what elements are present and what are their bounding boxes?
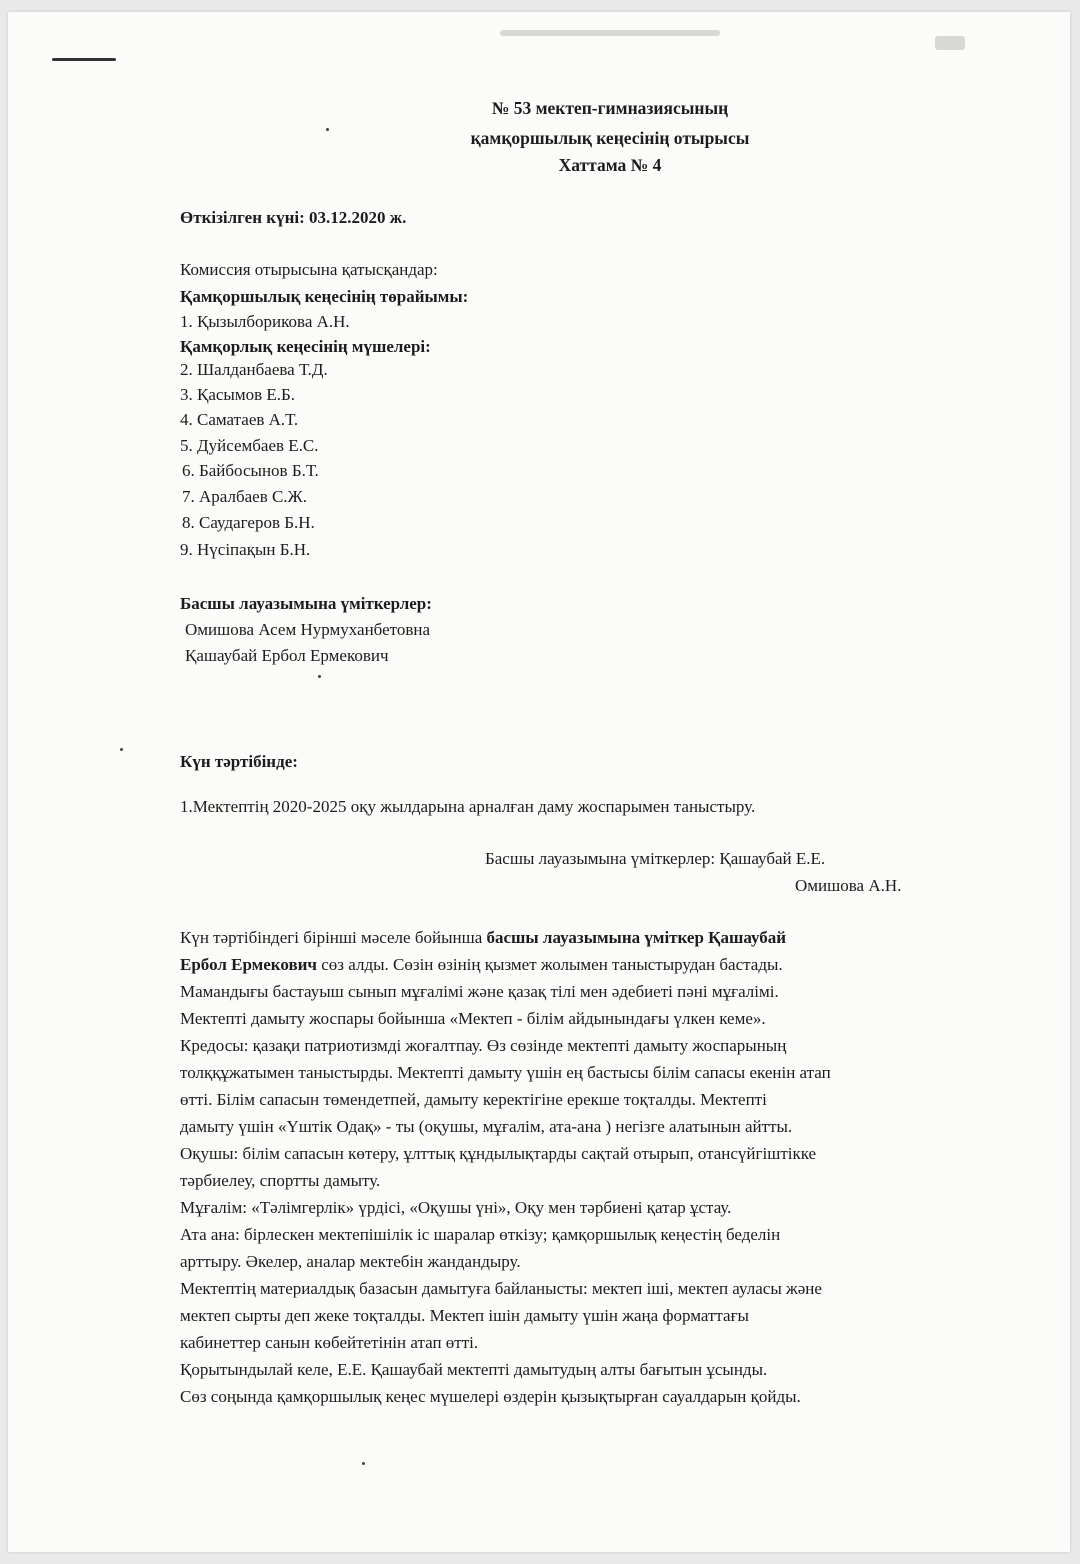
scan-speck (318, 675, 321, 678)
member-item: 3. Қасымов Е.Б. (180, 385, 296, 404)
member-item: 4. Саматаев А.Т. (180, 410, 299, 429)
body-line: Қорытындылай келе, Е.Е. Қашаубай мектепті дамытудың алты бағытын ұсынды. (180, 1360, 768, 1379)
scan-speck (362, 1462, 365, 1465)
member-item: 2. Шалданбаева Т.Д. (180, 360, 328, 379)
emphasis-text: басшы лауазымына үміткер Қашаубай (486, 928, 787, 947)
scan-blur (935, 36, 965, 50)
date-line: Өткізілген күні: 03.12.2020 ж. (180, 208, 407, 227)
candidate-name: Омишова Асем Нурмуханбетовна (185, 620, 431, 639)
scan-blur (500, 30, 720, 36)
body-line: Мектептің материалдық базасын дамытуға байланысты: мектеп іші, мектеп ауласы және (180, 1279, 822, 1298)
body-line: арттыру. Әкелер, аналар мектебін жандандыру. (180, 1252, 521, 1271)
body-line: Ербол Ермекович сөз алды. Сөзін өзінің қызмет жолымен таныстырудан бастады. (180, 955, 783, 974)
attendees-heading: Комиссия отырысына қатысқандар: (180, 260, 438, 279)
member-item: 7. Аралбаев С.Ж. (182, 487, 308, 506)
body-line: Кредосы: қазақи патриотизмді жоғалтпау. Өз сөзінде мектепті дамыту жоспарының (180, 1036, 787, 1055)
body-line: кабинеттер санын көбейтетінін атап өтті. (180, 1333, 479, 1352)
doc-title-line2: қамқоршылық кеңесінің отырысы (470, 128, 750, 148)
body-line: Күн тәртібіндегі бірінші мәселе бойынша басшы лауазымына үміткер Қашаубай (180, 928, 787, 947)
member-item: 8. Саудагеров Б.Н. (182, 513, 315, 532)
body-line: Мектепті дамыту жоспары бойынша «Мектеп - білім айдынындағы үлкен кеме». (180, 1009, 766, 1028)
chair-heading: Қамқоршылық кеңесінің төрайымы: (180, 287, 469, 306)
agenda-speakers-second: Омишова А.Н. (795, 876, 902, 895)
doc-title-line3: Хаттама № 4 (558, 155, 662, 175)
scan-mark (52, 58, 116, 61)
body-line: толққұжатымен таныстырды. Мектепті дамыту үшін ең бастысы білім сапасы екенін атап (180, 1063, 831, 1082)
body-line: Ата ана: бірлескен мектепішілік іс шаралар өткізу; қамқоршылық кеңестің беделін (180, 1225, 781, 1244)
body-line: Мұғалім: «Тәлімгерлік» үрдісі, «Оқушы үні», Оқу мен тәрбиені қатар ұстау. (180, 1198, 732, 1217)
candidate-name: Қашаубай Ербол Ермекович (185, 646, 389, 665)
agenda-item-1: 1.Мектептің 2020-2025 оқу жылдарына арналған даму жоспарымен таныстыру. (180, 797, 756, 816)
body-line: мектеп сырты деп жеке тоқталды. Мектеп ішін дамыту үшін жаңа форматтағы (180, 1306, 749, 1325)
member-item: 6. Байбосынов Б.Т. (182, 461, 319, 480)
body-line: Оқушы: білім сапасын көтеру, ұлттық құндылықтарды сақтай отырып, отансүйгіштікке (180, 1144, 817, 1163)
body-line: Мамандығы бастауыш сынып мұғалімі және қазақ тілі мен әдебиеті пәні мұғалімі. (180, 982, 779, 1001)
body-line: өтті. Білім сапасын төмендетпей, дамыту керектігіне ерекше тоқталды. Мектепті (180, 1090, 767, 1109)
agenda-speakers: Басшы лауазымына үміткерлер: Қашаубай Е.Е. (485, 849, 826, 868)
member-item: 5. Дуйсембаев Е.С. (180, 436, 319, 455)
members-heading: Қамқорлық кеңесінің мүшелері: (180, 337, 431, 356)
body-line: Сөз соңында қамқоршылық кеңес мүшелері өздерін қызықтырған сауалдарын қойды. (180, 1387, 801, 1406)
scan-speck (120, 748, 123, 751)
agenda-heading: Күн тәртібінде: (180, 752, 298, 771)
emphasis-text: Ербол Ермекович (180, 955, 318, 974)
member-item: 9. Нүсіпақын Б.Н. (180, 540, 311, 559)
body-line: дамыту үшін «Үштік Одақ» - ты (оқушы, мұғалім, ата-ана ) негізге алатынын айтты. (180, 1117, 793, 1136)
candidates-heading: Басшы лауазымына үміткерлер: (180, 594, 432, 613)
body-line: тәрбиелеу, спортты дамыту. (180, 1171, 381, 1190)
doc-title-line1: № 53 мектеп-гимназиясының (491, 98, 729, 118)
scan-speck (326, 128, 329, 131)
chair-name: 1. Қызылборикова А.Н. (180, 312, 350, 331)
